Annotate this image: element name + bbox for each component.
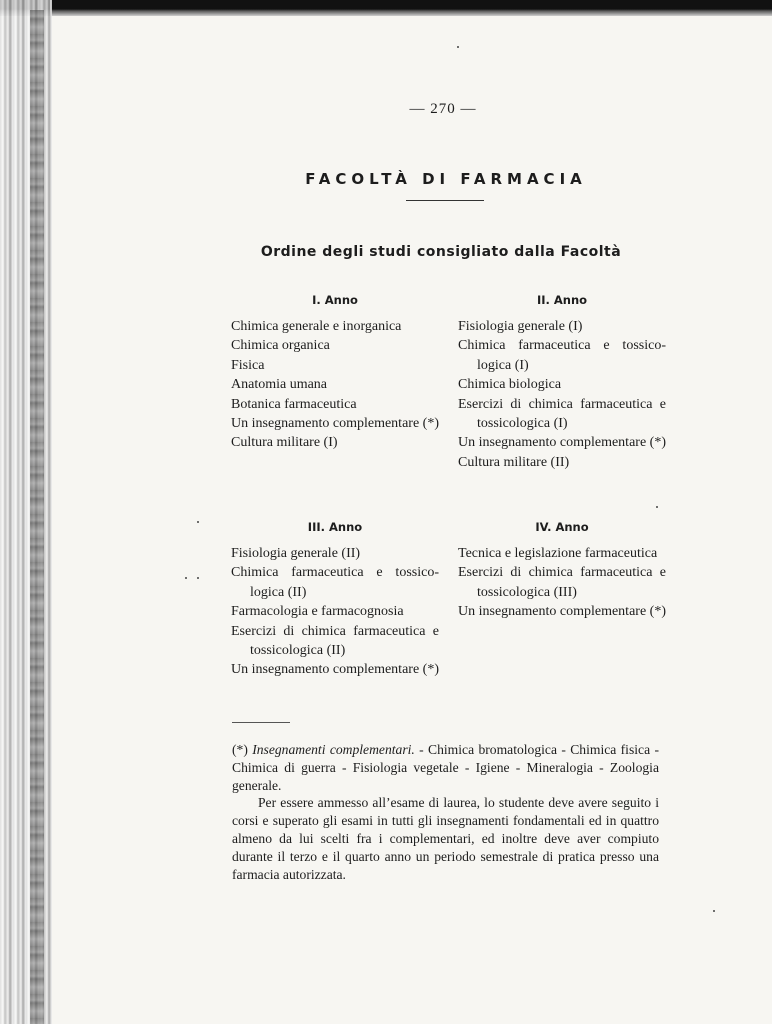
footnote-marker: (*) bbox=[232, 742, 248, 757]
year-heading: II. Anno bbox=[536, 293, 588, 307]
year-4-column bbox=[458, 518, 666, 622]
scan-binding-stitching bbox=[30, 10, 44, 1024]
subject-item: Fisiologia generale (I) bbox=[458, 319, 583, 334]
scan-speck bbox=[656, 506, 658, 508]
subject-item: Fisiologia generale (II) bbox=[231, 546, 361, 561]
subject-item: Esercizi di chimica farmaceutica e tossicologica (III) bbox=[458, 565, 666, 600]
subject-item: Chimica biologica bbox=[458, 377, 562, 393]
year-2-column bbox=[458, 291, 666, 472]
footnote-divider bbox=[232, 722, 290, 723]
scan-speck bbox=[713, 910, 715, 912]
title-divider bbox=[406, 200, 484, 201]
year-heading: III. Anno bbox=[307, 520, 363, 534]
footnote-text: - Chimica bromatologica - Chimica fisica - Chimica di guerra - Fisiologia vegetale - Igiene - Mineralogia - Zoologia generale. bbox=[232, 742, 659, 793]
scan-speck bbox=[457, 46, 459, 48]
subject-item: Chimica farmaceutica e tossicologica (II) bbox=[231, 565, 439, 600]
subject-item: Fisica bbox=[231, 357, 265, 373]
footnote-label: Insegnamenti complementari. bbox=[252, 742, 415, 757]
subject-item: Cultura militare (I) bbox=[231, 435, 338, 451]
notes-block bbox=[232, 741, 659, 883]
study-plan-heading: Ordine degli studi consigliato dalla Facoltà bbox=[260, 244, 622, 260]
subject-list bbox=[231, 544, 439, 680]
subject-list bbox=[458, 544, 666, 622]
subject-item: Un insegnamento complementare (*) bbox=[231, 416, 439, 432]
subject-item: Un insegnamento complementare (*) bbox=[231, 662, 439, 678]
footnote bbox=[232, 741, 659, 794]
scan-binding-shadow bbox=[0, 0, 52, 1024]
year-heading: IV. Anno bbox=[535, 520, 589, 534]
subject-item: Botanica farmaceutica bbox=[231, 396, 357, 412]
scan-top-edge bbox=[0, 0, 772, 16]
subject-item: Chimica generale e inorganica bbox=[231, 319, 402, 334]
year-heading: I. Anno bbox=[312, 293, 358, 307]
year-3-column bbox=[231, 518, 439, 680]
year-1-column bbox=[231, 291, 439, 453]
faculty-title: FACOLTÀ DI FARMACIA bbox=[305, 170, 587, 188]
subject-item: Cultura militare (II) bbox=[458, 454, 570, 470]
page-number: — 270 — bbox=[409, 101, 477, 117]
subject-item: Esercizi di chimica farmaceutica e tossicologica (I) bbox=[458, 396, 666, 432]
scan-page-edge bbox=[50, 0, 51, 1024]
degree-requirements-paragraph: Per essere ammesso all’esame di laurea, lo studente deve avere seguito i corsi e superato gli esami in tutti gli insegnamenti fondamentali ed in quattro almeno da lui scelti fra i complementari, ed inoltre deve aver compiuto durante il terzo e il quarto anno un periodo semestrale di pratica presso una farmacia autorizzata. bbox=[232, 795, 659, 882]
subject-item: Chimica farmaceutica e tossicologica (I) bbox=[458, 338, 666, 373]
subject-item: Chimica organica bbox=[231, 338, 330, 354]
subject-item: Anatomia umana bbox=[231, 377, 328, 393]
subject-item: Un insegnamento complementare (*) bbox=[458, 604, 666, 620]
scan-speck bbox=[197, 577, 199, 579]
subject-item: Esercizi di chimica farmaceutica e tossicologica (II) bbox=[231, 623, 439, 659]
subject-list bbox=[231, 317, 439, 453]
scan-speck bbox=[197, 521, 199, 523]
subject-item: Un insegnamento complementare (*) bbox=[458, 435, 666, 451]
subject-item: Farmacologia e farmacognosia bbox=[231, 604, 404, 620]
subject-list bbox=[458, 317, 666, 472]
scan-speck bbox=[185, 577, 187, 579]
subject-item: Tecnica e legislazione farmaceutica bbox=[458, 546, 658, 561]
